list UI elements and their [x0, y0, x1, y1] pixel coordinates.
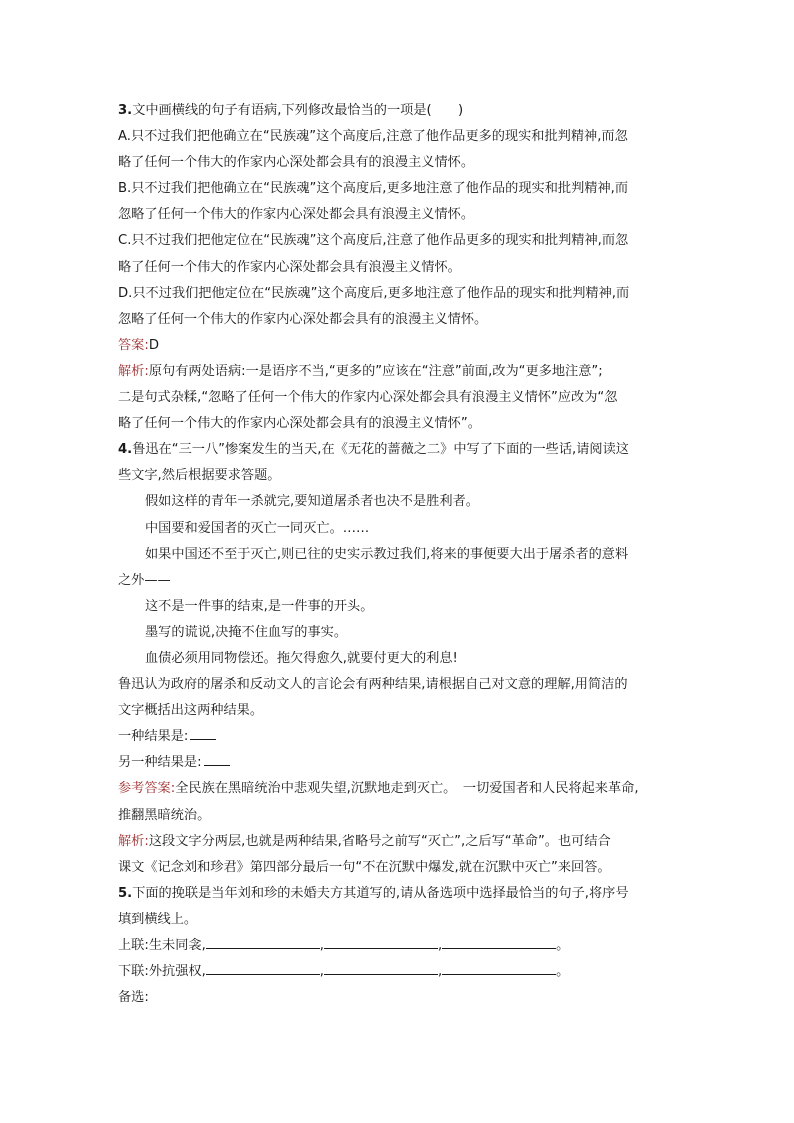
q4-quote-line5: 墨写的谎说,决掩不住血写的事实。 — [145, 624, 348, 640]
answer-blank[interactable] — [324, 962, 438, 975]
q5-lower-couplet: 下联:外抗强权, , , 。 — [118, 964, 570, 980]
q4-quote-line1: 假如这样的青年一杀就完,要知道屠杀者也决不是胜利者。 — [145, 494, 479, 510]
q4-stem-line1: 4.鲁迅在“三一八”惨案发生的当天,在《无花的蔷薇之二》中写了下面的一些话,请阅读这 — [118, 442, 629, 458]
q4-quote-line4: 这不是一件事的结束,是一件事的开头。 — [145, 598, 374, 614]
q4-question-line2: 文字概括出这两种结果。 — [118, 703, 264, 719]
q5-stem-line2: 填到横线上。 — [118, 911, 198, 927]
answer-blank[interactable] — [442, 962, 556, 975]
q4-quote-line2: 中国要和爱国者的灭亡一同灭亡。…… — [145, 520, 370, 536]
q4-stem-line2: 些文字,然后根据要求答题。 — [118, 468, 281, 484]
q3-option-a-line2: 略了任何一个伟大的作家内心深处都会具有的浪漫主义情怀。 — [118, 155, 475, 171]
q4-analysis-line1: 解析:这段文字分两层,也就是两种结果,省略号之前写“灭亡”,之后写“革命”。也可结合 — [118, 833, 611, 849]
q3-option-a-line1: A.只不过我们把他确立在“民族魂”这个高度后,注意了他作品更多的现实和批判精神,而忽 — [118, 129, 628, 145]
answer-blank[interactable] — [324, 936, 438, 949]
q3-option-c-line2: 略了任何一个伟大的作家内心深处都会具有浪漫主义情怀。 — [118, 259, 461, 275]
q3-option-d-line2: 忽略了任何一个伟大的作家内心深处都会具有的浪漫主义情怀。 — [118, 311, 488, 327]
q3-option-c-line1: C.只不过我们把他定位在“民族魂”这个高度后,注意了他作品更多的现实和批判精神,而忽 — [118, 233, 629, 249]
q5-upper-couplet: 上联:生未同衾, , , 。 — [118, 938, 570, 953]
answer-blank[interactable] — [190, 727, 216, 740]
answer-blank[interactable] — [442, 936, 556, 949]
q5-options-label: 备选: — [118, 990, 149, 1006]
q4-question-line1: 鲁迅认为政府的屠杀和反动文人的言论会有两种结果,请根据自己对文意的理解,用简洁的 — [118, 677, 628, 693]
q4-quote-line6: 血债必须用同物偿还。拖欠得愈久,就要付更大的利息! — [145, 650, 458, 666]
q3-answer: 答案:D — [118, 337, 159, 353]
q4-ref-answer-line1: 参考答案:全民族在黑暗统治中悲观失望,沉默地走到灭亡。 一切爱国者和人民将起来革命, — [118, 781, 639, 797]
document-page — [118, 98, 688, 1011]
q3-analysis-line1: 解析:原句有两处语病:一是语序不当,“更多的”应该在“注意”前面,改为“更多地注意”; — [118, 363, 603, 379]
q3-option-b-line2: 忽略了任何一个伟大的作家内心深处都会具有浪漫主义情怀。 — [118, 207, 475, 223]
q3-stem: 3.文中画横线的句子有语病,下列修改最恰当的一项是( ) — [118, 103, 464, 118]
answer-blank[interactable] — [204, 753, 230, 766]
q4-quote-line3: 如果中国还不至于灭亡,则已往的史实示教过我们,将来的事便要大出于屠杀者的意料 — [145, 546, 629, 562]
q5-stem-line1: 5.下面的挽联是当年刘和珍的未婚夫方其道写的,请从备选项中选择最恰当的句子,将序号 — [118, 885, 629, 901]
q3-option-b-line1: B.只不过我们把他确立在“民族魂”这个高度后,更多地注意了他作品的现实和批判精神,而 — [118, 181, 629, 197]
q3-analysis-line3: 略了任何一个伟大的作家内心深处都会具有的浪漫主义情怀”。 — [118, 416, 481, 432]
q4-quote-cont: 之外—— — [118, 572, 171, 588]
q4-analysis-line2: 课文《记念刘和珍君》第四部分最后一句“不在沉默中爆发,就在沉默中灭亡”来回答。 — [118, 859, 611, 875]
q4-result2: 另一种结果是: — [118, 750, 688, 776]
q4-result1: 一种结果是: — [118, 724, 688, 750]
answer-blank[interactable] — [206, 936, 320, 949]
q4-ref-answer-line2: 推翻黑暗统治。 — [118, 807, 211, 823]
q3-analysis-line2: 二是句式杂糅,“忽略了任何一个伟大的作家内心深处都会具有浪漫主义情怀”应改为“忽 — [118, 390, 618, 406]
answer-blank[interactable] — [206, 962, 320, 975]
q3-option-d-line1: D.只不过我们把他定位在“民族魂”这个高度后,更多地注意了他作品的现实和批判精神,而 — [118, 285, 630, 301]
